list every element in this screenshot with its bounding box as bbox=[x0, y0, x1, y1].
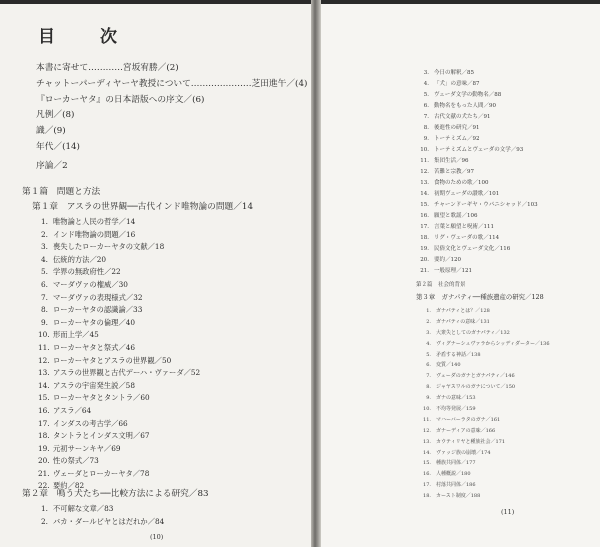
entry-title: 不可解な文章／83 bbox=[53, 504, 114, 513]
entry-title: タントラとインダス文明／67 bbox=[53, 431, 150, 441]
entry-title: ローカーヤタと祭式／46 bbox=[53, 342, 136, 352]
entry-number: 13. bbox=[38, 368, 50, 378]
entry-title: ヴェーダのガナとガナパティ／146 bbox=[436, 373, 515, 380]
entry-number: 17. bbox=[38, 418, 50, 428]
entry-title: トーテミズム／92 bbox=[434, 136, 480, 142]
part2-heading: 第２篇 社会的背景 bbox=[416, 282, 466, 288]
page-number: (11) bbox=[501, 508, 515, 516]
entry-title: 願望と歌謡／106 bbox=[434, 213, 478, 219]
entry-number: 15. bbox=[38, 393, 50, 403]
entry-title: 矛盾する神話／138 bbox=[436, 351, 481, 358]
toc-entry bbox=[38, 518, 164, 531]
entry-title: ヴァッジ族の崩壊／174 bbox=[436, 449, 491, 456]
entry-number: 4. bbox=[423, 81, 429, 87]
entry-title: リグ・ヴェーダの歌／114 bbox=[434, 235, 500, 241]
entry-title: 形而上学／45 bbox=[53, 330, 99, 340]
entry-title: 一般原理／121 bbox=[434, 268, 472, 274]
entry-number: 2. bbox=[426, 318, 431, 325]
entry-number: 7. bbox=[423, 114, 429, 120]
entry-title: 集団生活／96 bbox=[434, 158, 469, 164]
entry-number: 16. bbox=[423, 471, 431, 478]
entry-title: ヴェーダ文学の動物名／88 bbox=[434, 92, 502, 98]
entry-title: アスラ／64 bbox=[53, 405, 92, 415]
entry-number: 13. bbox=[423, 438, 431, 445]
entry-number: 17. bbox=[420, 224, 429, 230]
entry-title: 性の祭式／73 bbox=[53, 456, 99, 466]
chapter1-entries bbox=[38, 218, 200, 495]
entry-number: 16. bbox=[420, 213, 429, 219]
toc-entry bbox=[421, 494, 550, 505]
entry-number: 5. bbox=[426, 351, 431, 358]
chapter3-heading: 第３章 ガナパティ──種族遺産の研究／128 bbox=[416, 293, 544, 301]
front-matter-item: 凡例／(8) bbox=[36, 110, 75, 121]
entry-title: ガナパティの意味／131 bbox=[436, 318, 490, 325]
prologue-entry: 序論／2 bbox=[36, 161, 68, 171]
entry-number: 12. bbox=[38, 355, 50, 365]
entry-number: 14. bbox=[423, 449, 431, 456]
entry-title: バカ・ダールビヤとはだれか／84 bbox=[53, 516, 165, 526]
entry-title: マハーバーラタのガナ／161 bbox=[436, 416, 501, 423]
entry-title: マーダヴァの権威／30 bbox=[53, 279, 128, 289]
entry-number: 3. bbox=[423, 70, 429, 76]
entry-title: インド唯物論の問題／16 bbox=[53, 229, 136, 239]
entry-number: 19. bbox=[38, 443, 50, 453]
part1-heading: 第１篇 問題と方法 bbox=[22, 187, 101, 197]
entry-title: 元初サーンキヤ／69 bbox=[53, 443, 121, 453]
entry-title: 要約／82 bbox=[53, 481, 85, 491]
entry-number: 10. bbox=[423, 406, 431, 413]
entry-number: 1. bbox=[41, 504, 48, 513]
entry-number: 14. bbox=[38, 380, 50, 390]
chapter2-entries-right bbox=[419, 71, 538, 280]
entry-number: 11. bbox=[38, 342, 50, 352]
left-page bbox=[0, 4, 311, 547]
entry-number: 18. bbox=[38, 431, 50, 441]
entry-title: 不均等発展／159 bbox=[436, 406, 476, 413]
entry-title: 今日の解釈／85 bbox=[434, 70, 474, 76]
entry-title: 食物のための歌／100 bbox=[434, 180, 489, 186]
entry-number: 7. bbox=[41, 292, 48, 302]
entry-title: 唯物論と人民の哲学／14 bbox=[53, 217, 136, 226]
entry-title: ローカーヤタの認識論／33 bbox=[53, 305, 143, 315]
entry-title: 変質／140 bbox=[436, 362, 461, 369]
page-number: (10) bbox=[150, 533, 164, 541]
entry-number: 4. bbox=[41, 254, 48, 264]
entry-title: インダスの考古学／66 bbox=[53, 418, 128, 428]
entry-number: 15. bbox=[420, 202, 429, 208]
right-page bbox=[321, 4, 600, 547]
entry-number: 11. bbox=[423, 416, 431, 423]
entry-number: 21. bbox=[420, 268, 429, 274]
entry-title: 喪失したローカーヤタの文献／18 bbox=[53, 242, 165, 252]
entry-title: ローカーヤタの倫理／40 bbox=[53, 317, 136, 327]
entry-title: 古代文献の犬たち／91 bbox=[434, 114, 491, 120]
entry-number: 22. bbox=[38, 481, 50, 491]
entry-number: 8. bbox=[426, 384, 431, 391]
entry-number: 14. bbox=[420, 191, 429, 197]
front-matter-item: 『ローカーヤタ』の日本語版への序文／(6) bbox=[36, 94, 205, 105]
entry-number: 20. bbox=[420, 257, 429, 263]
entry-number: 20. bbox=[38, 456, 50, 466]
entry-title: 「犬」の意味／87 bbox=[434, 81, 480, 87]
entry-title: ヴィグナーシュヴァラからシッディダーター／136 bbox=[436, 340, 550, 347]
entry-title: 伝統的方法／20 bbox=[53, 254, 107, 264]
entry-number: 1. bbox=[426, 308, 431, 314]
entry-title: 学界の無政府性／22 bbox=[53, 267, 121, 277]
entry-title: ガナーディアの意味／166 bbox=[436, 427, 496, 434]
entry-title: 大衆失としてのガナパティ／132 bbox=[436, 329, 510, 336]
entry-number: 11. bbox=[420, 158, 429, 164]
entry-title: ローカーヤタとアスラの世界観／50 bbox=[53, 355, 172, 365]
entry-number: 2. bbox=[41, 516, 48, 526]
entry-title: トーテミズムとヴェーダの文学／93 bbox=[434, 147, 524, 153]
entry-number: 8. bbox=[423, 125, 429, 131]
entry-number: 5. bbox=[423, 92, 429, 98]
book-gutter bbox=[311, 0, 321, 547]
front-matter-item: 識／(9) bbox=[36, 126, 66, 137]
entry-number: 6. bbox=[41, 279, 48, 289]
entry-number: 5. bbox=[41, 267, 48, 277]
entry-number: 13. bbox=[420, 180, 429, 186]
entry-title: チャーンドーギヤ・ウパニシャッド／103 bbox=[434, 202, 538, 208]
entry-title: カウティリヤと種族社会／171 bbox=[436, 438, 506, 445]
toc-entry bbox=[419, 269, 538, 280]
entry-number: 12. bbox=[423, 427, 431, 434]
entry-title: 民俗文化とヴェーダ文化／116 bbox=[434, 246, 511, 252]
entry-number: 17. bbox=[423, 482, 431, 489]
front-matter-item: チャットーパーディヤーヤ教授について…………………芝田進午／(4) bbox=[36, 78, 308, 89]
entry-number: 6. bbox=[423, 103, 429, 109]
entry-title: アスラの世界観と古代デーハ・ヴァーダ／52 bbox=[53, 368, 201, 378]
entry-number: 18. bbox=[423, 493, 431, 500]
entry-title: ヴェーダとローカーヤタ／78 bbox=[53, 468, 150, 478]
entry-title: カースト制度／188 bbox=[436, 493, 481, 500]
entry-number: 8. bbox=[41, 305, 48, 315]
entry-title: アスラの宇宙発生説／58 bbox=[53, 380, 135, 390]
entry-number: 15. bbox=[423, 460, 431, 467]
chapter2-heading: 第２章 鳴う犬たち──比較方法による研究／83 bbox=[22, 489, 209, 499]
front-matter-item: 年代／(14) bbox=[36, 141, 80, 152]
front-matter-item: 本書に寄せて…………宮坂宥勝／(2) bbox=[36, 63, 179, 73]
entry-number: 16. bbox=[38, 405, 50, 415]
entry-title: 言葉と願望と呪術／111 bbox=[434, 224, 494, 230]
entry-title: 村落共同体／186 bbox=[436, 482, 476, 489]
entry-number: 21. bbox=[38, 468, 50, 478]
entry-title: 苦難と宗教／97 bbox=[434, 169, 474, 175]
front-matter-list bbox=[36, 64, 307, 159]
entry-title: 動物名をもった人間／90 bbox=[434, 103, 496, 109]
entry-title: 初期ヴェーダの讃歌／101 bbox=[434, 191, 500, 197]
entry-number: 18. bbox=[420, 235, 429, 241]
entry-number: 9. bbox=[423, 136, 429, 142]
entry-number: 10. bbox=[420, 147, 429, 153]
entry-number: 9. bbox=[41, 317, 48, 327]
entry-number: 3. bbox=[426, 329, 431, 336]
entry-number: 9. bbox=[426, 395, 431, 402]
entry-number: 10. bbox=[38, 330, 50, 340]
entry-title: ガナの意味／153 bbox=[436, 395, 476, 402]
entry-number: 3. bbox=[41, 242, 48, 252]
entry-title: 種族共同体／177 bbox=[436, 460, 476, 467]
entry-title: ガナパティとは？／128 bbox=[436, 308, 490, 314]
entry-title: マーダヴァの表現様式／32 bbox=[53, 292, 143, 302]
entry-number: 2. bbox=[41, 229, 48, 239]
entry-title: 後進性の研究／91 bbox=[434, 125, 480, 131]
entry-title: ジャヤスワルのガナについて／150 bbox=[436, 384, 516, 391]
entry-number: 12. bbox=[420, 169, 429, 175]
chapter2-entries-left bbox=[38, 505, 164, 530]
page-title: 目 次 bbox=[38, 27, 131, 47]
entry-title: 要約／120 bbox=[434, 257, 461, 263]
entry-number: 6. bbox=[426, 362, 431, 369]
entry-number: 1. bbox=[41, 217, 48, 226]
entry-number: 4. bbox=[426, 340, 431, 347]
entry-title: ローカーヤタとタントラ／60 bbox=[53, 393, 150, 403]
chapter1-heading: 第１章 アスラの世界観──古代インド唯物論の問題／14 bbox=[32, 202, 253, 212]
entry-number: 19. bbox=[420, 246, 429, 252]
chapter3-entries bbox=[421, 309, 550, 505]
entry-number: 7. bbox=[426, 373, 431, 380]
entry-title: 人種概説／180 bbox=[436, 471, 471, 478]
